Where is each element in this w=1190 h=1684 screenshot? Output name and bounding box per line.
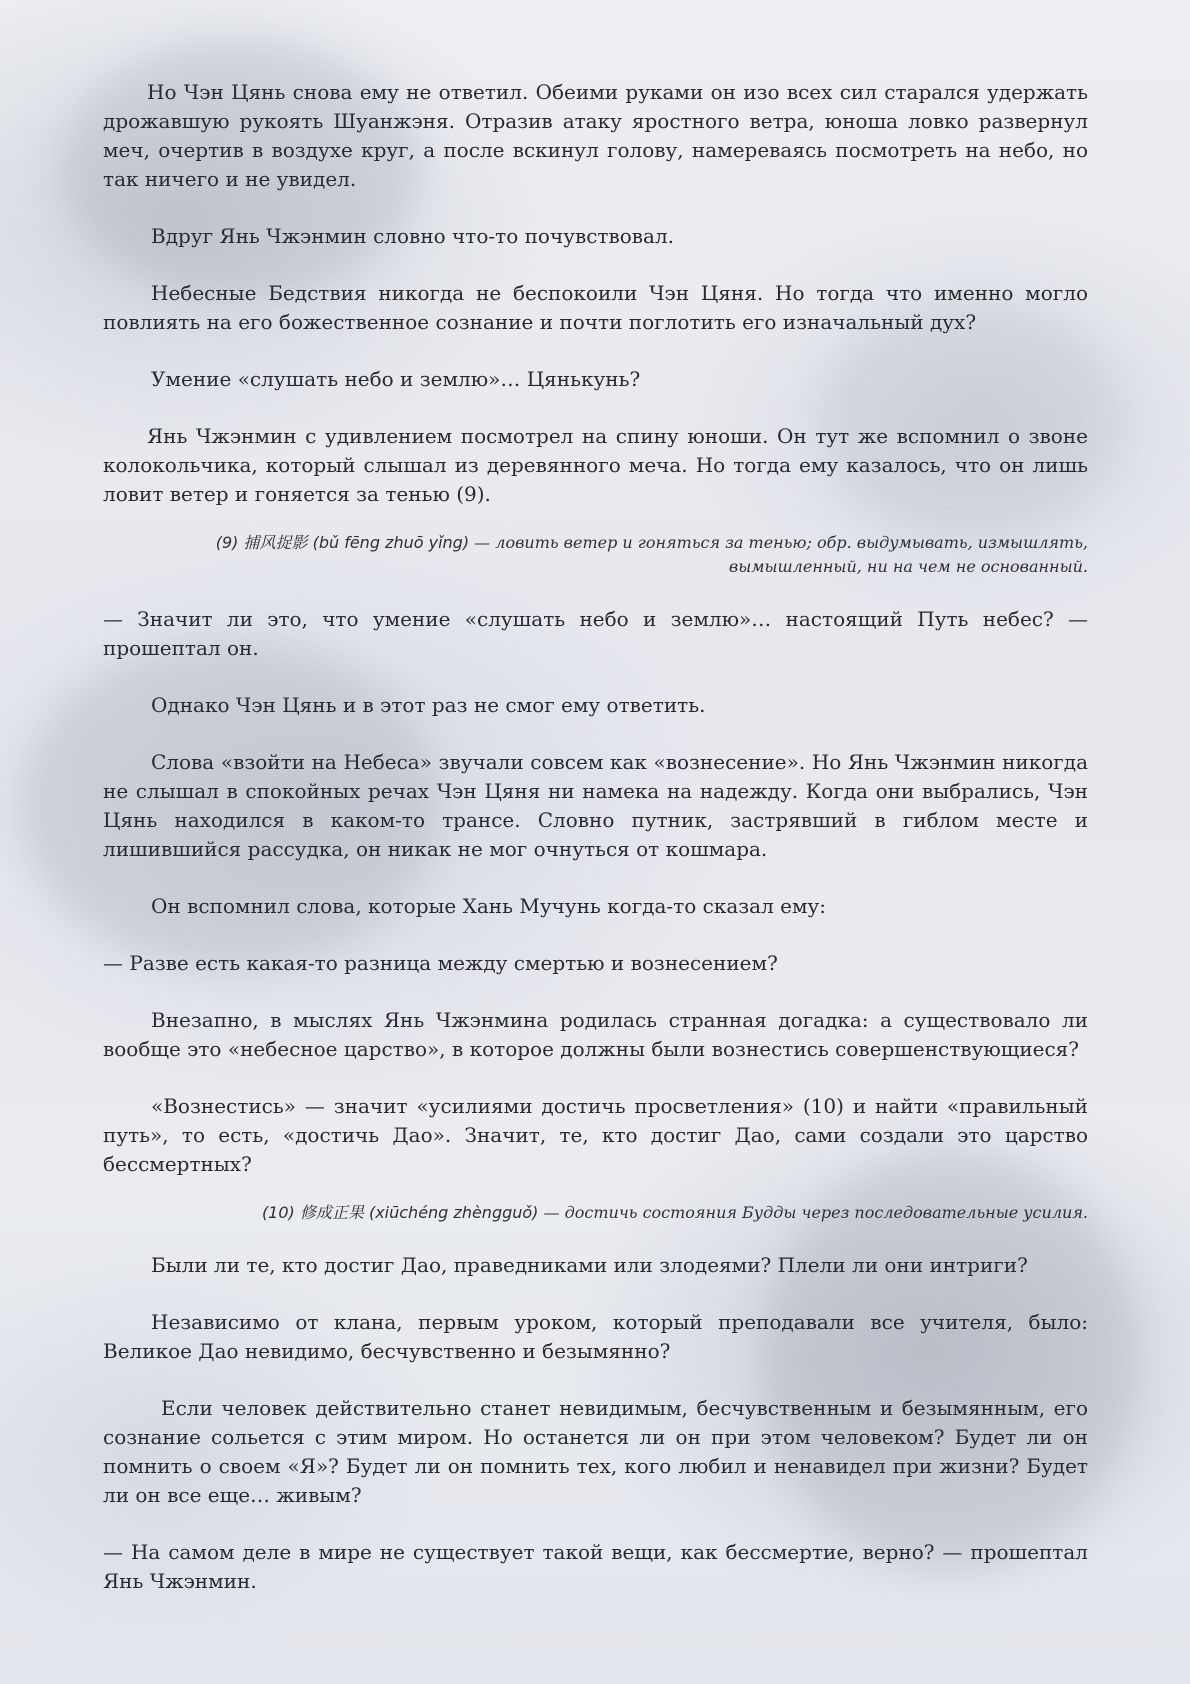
paragraph: Внезапно, в мыслях Янь Чжэнмина родилась странная догадка: а существовало ли вообще это «небесное царство», в которое должны были вознестись совершенствующиеся? <box>103 1008 1088 1061</box>
paragraph: Если человек действительно станет невидимым, бесчувственным и безымянным, его сознание сольется с этим миром. Но останется ли он при этом человеком? Будет ли он помнить о своем «Я»? Будет ли он помнить тех, кого любил и ненавидел при жизни? Будет ли он все еще… живым? <box>103 1396 1088 1507</box>
paragraph: Слова «взойти на Небеса» звучали совсем как «вознесение». Но Янь Чжэнмин никогда не слышал в спокойных речах Чэн Цяня ни намека на надежду. Когда они выбрались, Чэн Цянь находился в каком-то трансе. Словно путник, застрявший в гиблом месте и лишившийся рассудка, он никак не мог очнуться от кошмара. <box>103 750 1088 861</box>
paragraph: Но Чэн Цянь снова ему не ответил. Обеими руками он изо всех сил старался удержать дрожавшую рукоять Шуанжэня. Отразив атаку яростного ветра, юноша ловко развернул меч, очертив в воздухе круг, а после вскинул голову, намереваясь посмотреть на небо, но так ничего и не увидел. <box>103 80 1088 191</box>
paragraph: «Вознестись» — значит «усилиями достичь просветления» (10) и найти «правильный путь», то есть, «достичь Дао». Значит, те, кто достиг Дао, сами создали это царство бессмертных? <box>103 1094 1088 1176</box>
footnote-10-marker: (10) 修成正果 (xiūchéng zhèngguǒ) <box>261 1203 539 1222</box>
paragraph: Вдруг Янь Чжэнмин словно что-то почувствовал. <box>151 224 675 248</box>
paragraph: — Разве есть какая-то разница между смертью и вознесением? <box>103 951 778 975</box>
paragraph: Однако Чэн Цянь и в этот раз не смог ему ответить. <box>151 693 706 717</box>
document-body <box>103 78 1088 1624</box>
paragraph: Небесные Бедствия никогда не беспокоили Чэн Цяня. Но тогда что именно могло повлиять на его божественное сознание и почти поглотить его изначальный дух? <box>103 281 1088 334</box>
footnote-10 <box>103 1201 1088 1225</box>
paragraph: Были ли те, кто достиг Дао, праведниками или злодеями? Плели ли они интриги? <box>151 1253 1028 1277</box>
paragraph: Он вспомнил слова, которые Хань Мучунь когда-то сказал ему: <box>151 894 827 918</box>
paragraph: — На самом деле в мире не существует такой вещи, как бессмертие, верно? — прошептал Янь Чжэнмин. <box>103 1540 1088 1593</box>
paragraph: Янь Чжэнмин с удивлением посмотрел на спину юноши. Он тут же вспомнил о звоне колокольчика, который слышал из деревянного меча. Но тогда ему казалось, что он лишь ловит ветер и гоняется за тенью (9). <box>103 424 1088 506</box>
footnote-9 <box>103 531 1088 579</box>
footnote-9-marker: (9) 捕风捉影 (bǔ fēng zhuō yǐng) <box>215 533 470 552</box>
footnote-10-text: — достичь состояния Будды через последовательные усилия. <box>538 1203 1088 1222</box>
paragraph: Умение «слушать небо и землю»… Цянькунь? <box>151 367 641 391</box>
paragraph: Независимо от клана, первым уроком, который преподавали все учителя, было: Великое Дао невидимо, бесчувственно и безымянно? <box>103 1310 1088 1363</box>
paragraph: — Значит ли это, что умение «слушать небо и землю»… настоящий Путь небес? — прошептал он. <box>103 607 1088 660</box>
footnote-9-text: — ловить ветер и гоняться за тенью; обр. выдумывать, измышлять, вымышленный, ни на чем не основанный. <box>469 533 1088 576</box>
